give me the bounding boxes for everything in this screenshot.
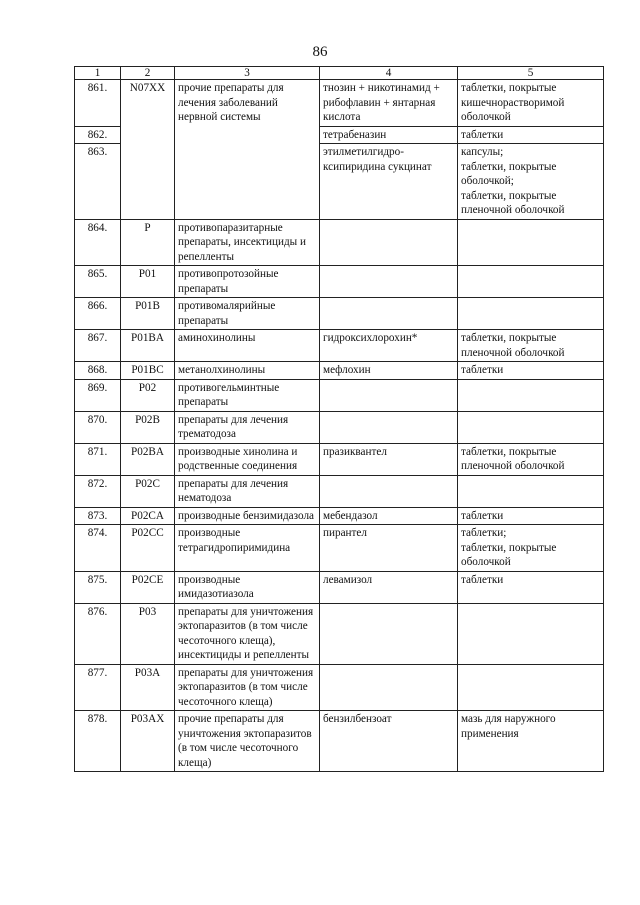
row-number: 877. bbox=[75, 664, 121, 711]
substance-name bbox=[320, 664, 458, 711]
group-name: препараты для лечения нематодоза bbox=[175, 475, 320, 507]
table-row bbox=[75, 379, 604, 411]
group-name: противогельминтные препараты bbox=[175, 379, 320, 411]
group-name: прочие препараты для лечения заболеваний нервной системы bbox=[175, 80, 320, 127]
dosage-form bbox=[458, 603, 604, 664]
dosage-form: таблетки, покрытые пленочной оболочкой bbox=[458, 443, 604, 475]
substance-name: бензилбензоат bbox=[320, 711, 458, 772]
table-row bbox=[75, 126, 604, 144]
table-row bbox=[75, 507, 604, 525]
dosage-form: таблетки bbox=[458, 126, 604, 144]
dosage-form bbox=[458, 298, 604, 330]
dosage-form bbox=[458, 411, 604, 443]
atc-code: P01BA bbox=[121, 330, 175, 362]
row-number: 876. bbox=[75, 603, 121, 664]
dosage-form bbox=[458, 664, 604, 711]
substance-name: мефлохин bbox=[320, 362, 458, 380]
column-header: 2 bbox=[121, 67, 175, 80]
dosage-form: мазь для наружного применения bbox=[458, 711, 604, 772]
table-row bbox=[75, 80, 604, 127]
substance-name bbox=[320, 475, 458, 507]
row-number: 867. bbox=[75, 330, 121, 362]
table-row bbox=[75, 571, 604, 603]
substance-name: левамизол bbox=[320, 571, 458, 603]
group-name: препараты для лечения трематодоза bbox=[175, 411, 320, 443]
drug-table bbox=[74, 66, 604, 772]
row-number: 878. bbox=[75, 711, 121, 772]
atc-code: P03 bbox=[121, 603, 175, 664]
group-name: производные тетрагидропиримидина bbox=[175, 525, 320, 572]
atc-code: P02BA bbox=[121, 443, 175, 475]
dosage-form: таблетки, покрытые пленочной оболочкой bbox=[458, 330, 604, 362]
row-number: 862. bbox=[75, 126, 121, 144]
substance-name: пирантел bbox=[320, 525, 458, 572]
dosage-form bbox=[458, 475, 604, 507]
atc-code: P bbox=[121, 219, 175, 266]
table-row bbox=[75, 475, 604, 507]
group-name: аминохинолины bbox=[175, 330, 320, 362]
group-name: препараты для уничтожения эктопаразитов (в том числе чесоточного клеща), инсектициды и репелленты bbox=[175, 603, 320, 664]
dosage-form: таблетки, покрытые кишечнорастворимой оболочкой bbox=[458, 80, 604, 127]
table-row bbox=[75, 525, 604, 572]
group-name: противопаразитарные препараты, инсектициды и репелленты bbox=[175, 219, 320, 266]
group-name: препараты для уничтожения эктопаразитов (в том числе чесоточного клеща) bbox=[175, 664, 320, 711]
dosage-form: таблетки; таблетки, покрытые оболочкой bbox=[458, 525, 604, 572]
substance-name bbox=[320, 411, 458, 443]
substance-name: мебендазол bbox=[320, 507, 458, 525]
group-name: производные бензимидазола bbox=[175, 507, 320, 525]
row-number: 872. bbox=[75, 475, 121, 507]
dosage-form bbox=[458, 219, 604, 266]
row-number: 875. bbox=[75, 571, 121, 603]
row-number: 861. bbox=[75, 80, 121, 127]
row-number: 866. bbox=[75, 298, 121, 330]
row-number: 868. bbox=[75, 362, 121, 380]
table-row bbox=[75, 411, 604, 443]
row-number: 865. bbox=[75, 266, 121, 298]
substance-name: гидроксихлорохин* bbox=[320, 330, 458, 362]
atc-code: P02C bbox=[121, 475, 175, 507]
row-number: 863. bbox=[75, 144, 121, 220]
column-header: 3 bbox=[175, 67, 320, 80]
atc-code: P01 bbox=[121, 266, 175, 298]
substance-name bbox=[320, 379, 458, 411]
atc-code bbox=[121, 144, 175, 220]
atc-code: P01B bbox=[121, 298, 175, 330]
substance-name bbox=[320, 219, 458, 266]
row-number: 869. bbox=[75, 379, 121, 411]
table-row bbox=[75, 266, 604, 298]
dosage-form: таблетки bbox=[458, 571, 604, 603]
substance-name: тетрабеназин bbox=[320, 126, 458, 144]
table-row bbox=[75, 219, 604, 266]
table-row bbox=[75, 362, 604, 380]
atc-code: P01BC bbox=[121, 362, 175, 380]
header-row bbox=[75, 67, 604, 80]
table-row bbox=[75, 298, 604, 330]
group-name: производные имидазотиазола bbox=[175, 571, 320, 603]
dosage-form: капсулы; таблетки, покрытые оболочкой; таблетки, покрытые пленочной оболочкой bbox=[458, 144, 604, 220]
atc-code: N07XX bbox=[121, 80, 175, 127]
row-number: 864. bbox=[75, 219, 121, 266]
row-number: 873. bbox=[75, 507, 121, 525]
group-name: прочие препараты для уничтожения эктопаразитов (в том числе чесоточного клеща) bbox=[175, 711, 320, 772]
table-row bbox=[75, 711, 604, 772]
table-row bbox=[75, 330, 604, 362]
group-name bbox=[175, 144, 320, 220]
atc-code: P02CA bbox=[121, 507, 175, 525]
atc-code: P03A bbox=[121, 664, 175, 711]
substance-name bbox=[320, 603, 458, 664]
atc-code: P02CE bbox=[121, 571, 175, 603]
substance-name: этилметилгидро-ксипиридина сукцинат bbox=[320, 144, 458, 220]
group-name: противомалярийные препараты bbox=[175, 298, 320, 330]
row-number: 871. bbox=[75, 443, 121, 475]
row-number: 870. bbox=[75, 411, 121, 443]
dosage-form: таблетки bbox=[458, 507, 604, 525]
atc-code bbox=[121, 126, 175, 144]
substance-name: празиквантел bbox=[320, 443, 458, 475]
column-header: 1 bbox=[75, 67, 121, 80]
atc-code: P02B bbox=[121, 411, 175, 443]
group-name: производные хинолина и родственные соединения bbox=[175, 443, 320, 475]
dosage-form: таблетки bbox=[458, 362, 604, 380]
dosage-form bbox=[458, 379, 604, 411]
atc-code: P02 bbox=[121, 379, 175, 411]
column-header: 4 bbox=[320, 67, 458, 80]
table-row bbox=[75, 664, 604, 711]
substance-name: тнозин + никотинамид + рибофлавин + янтарная кислота bbox=[320, 80, 458, 127]
table-row bbox=[75, 603, 604, 664]
substance-name bbox=[320, 266, 458, 298]
table-row bbox=[75, 443, 604, 475]
group-name bbox=[175, 126, 320, 144]
dosage-form bbox=[458, 266, 604, 298]
page-number: 86 bbox=[312, 44, 328, 60]
atc-code: P03AX bbox=[121, 711, 175, 772]
atc-code: P02CC bbox=[121, 525, 175, 572]
column-header: 5 bbox=[458, 67, 604, 80]
table-body bbox=[75, 80, 604, 772]
group-name: противопротозойные препараты bbox=[175, 266, 320, 298]
row-number: 874. bbox=[75, 525, 121, 572]
substance-name bbox=[320, 298, 458, 330]
group-name: метанолхинолины bbox=[175, 362, 320, 380]
table-row bbox=[75, 144, 604, 220]
